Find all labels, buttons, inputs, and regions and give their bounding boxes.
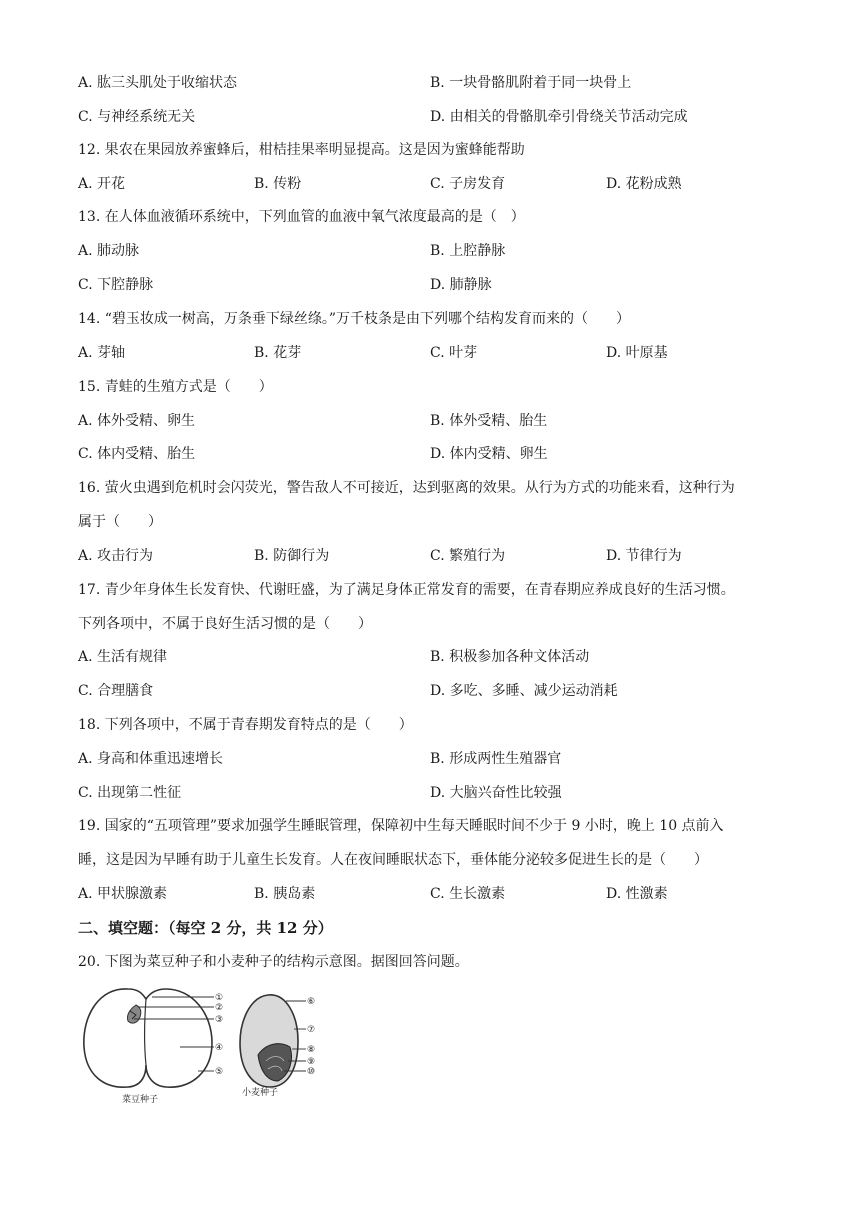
q14-option-b[interactable]: B. 花芽 (254, 345, 302, 361)
q19-stem-line-1: 19. 国家的“五项管理”要求加强学生睡眠管理，保障初中生每天睡眠时间不少于 9 小时，晚上 10 点前入 (78, 818, 724, 834)
q17-option-c[interactable]: C. 合理膳食 (78, 683, 154, 699)
q11-option-b[interactable]: B. 一块骨骼肌附着于同一块骨上 (430, 75, 632, 91)
q19-options (78, 883, 798, 905)
q12-option-d[interactable]: D. 花粉成熟 (606, 176, 682, 192)
seed-structure-figure (80, 985, 340, 1105)
wheat-seed-caption: 小麦种子 (242, 1088, 279, 1098)
q16-option-d[interactable]: D. 节律行为 (606, 548, 682, 564)
q19-option-a[interactable]: A. 甲状腺激素 (78, 886, 168, 902)
q13-option-d[interactable]: D. 肺静脉 (430, 277, 492, 293)
bean-seed-drawing (84, 989, 212, 1087)
q12-option-c[interactable]: C. 子房发育 (430, 176, 506, 192)
q13-options-row-1 (78, 240, 798, 262)
bean-label-3: ③ (215, 1015, 224, 1025)
q17-option-a[interactable]: A. 生活有规律 (78, 649, 168, 665)
q11-option-d[interactable]: D. 由相关的骨骼肌牵引骨绕关节活动完成 (430, 109, 688, 125)
bean-seed-caption: 菜豆种子 (122, 1095, 159, 1105)
q16-option-c[interactable]: C. 繁殖行为 (430, 548, 506, 564)
q13-option-c[interactable]: C. 下腔静脉 (78, 277, 154, 293)
wheat-label-9: ⑨ (307, 1057, 316, 1067)
q19-option-d[interactable]: D. 性激素 (606, 886, 668, 902)
wheat-label-7: ⑦ (307, 1025, 316, 1035)
q14-options (78, 342, 798, 364)
q15-option-a[interactable]: A. 体外受精、卵生 (78, 413, 196, 429)
q11-options-row-2 (78, 106, 798, 128)
q15-option-b[interactable]: B. 体外受精、胎生 (430, 413, 548, 429)
q14-option-d[interactable]: D. 叶原基 (606, 345, 668, 361)
q15-stem: 15. 青蛙的生殖方式是（ ） (78, 379, 273, 395)
q16-option-b[interactable]: B. 防御行为 (254, 548, 330, 564)
q17-stem-line-1: 17. 青少年身体生长发育快、代谢旺盛，为了满足身体正常发育的需要，在青春期应养成良好的生活习惯。 (78, 582, 735, 598)
q15-option-c[interactable]: C. 体内受精、胎生 (78, 446, 196, 462)
q18-options-row-1 (78, 748, 798, 770)
q12-option-a[interactable]: A. 开花 (78, 176, 126, 192)
bean-label-2: ② (215, 1003, 224, 1013)
q18-stem: 18. 下列各项中，不属于青春期发育特点的是（ ） (78, 717, 413, 733)
q13-option-a[interactable]: A. 肺动脉 (78, 243, 140, 259)
q18-option-a[interactable]: A. 身高和体重迅速增长 (78, 751, 224, 767)
q16-option-a[interactable]: A. 攻击行为 (78, 548, 154, 564)
q20-stem: 20. 下图为菜豆种子和小麦种子的结构示意图。据图回答问题。 (78, 954, 469, 970)
q12-options (78, 173, 798, 195)
q15-option-d[interactable]: D. 体内受精、卵生 (430, 446, 548, 462)
q11-option-a[interactable]: A. 肱三头肌处于收缩状态 (78, 75, 238, 91)
wheat-label-10: ⑩ (307, 1067, 316, 1077)
q17-option-b[interactable]: B. 积极参加各种文体活动 (430, 649, 590, 665)
wheat-label-6: ⑥ (307, 997, 316, 1007)
wheat-seed-drawing (240, 995, 298, 1087)
bean-label-5: ⑤ (215, 1067, 224, 1077)
seed-diagram-svg (80, 985, 340, 1105)
q12-stem: 12. 果农在果园放养蜜蜂后，柑桔挂果率明显提高。这是因为蜜蜂能帮助 (78, 142, 525, 158)
q18-option-c[interactable]: C. 出现第二性征 (78, 785, 182, 801)
q18-option-b[interactable]: B. 形成两性生殖器官 (430, 751, 562, 767)
q17-options-row-1 (78, 646, 798, 668)
q19-option-b[interactable]: B. 胰岛素 (254, 886, 316, 902)
q14-stem: 14. “碧玉妆成一树高，万条垂下绿丝绦。”万千枝条是由下列哪个结构发育而来的（ ） (78, 311, 631, 327)
q13-options-row-2 (78, 274, 798, 296)
q14-option-a[interactable]: A. 芽轴 (78, 345, 126, 361)
bean-label-4: ④ (215, 1043, 224, 1053)
q18-options-row-2 (78, 782, 798, 804)
q16-options (78, 545, 798, 567)
bean-label-1: ① (215, 993, 224, 1003)
q15-options-row-1 (78, 410, 798, 432)
q11-option-c[interactable]: C. 与神经系统无关 (78, 109, 196, 125)
q15-options-row-2 (78, 443, 798, 465)
q19-option-c[interactable]: C. 生长激素 (430, 886, 506, 902)
q13-stem: 13. 在人体血液循环系统中，下列血管的血液中氧气浓度最高的是（ ） (78, 209, 525, 225)
section-heading: 二、填空题：（每空 2 分，共 12 分） (78, 919, 333, 937)
q19-stem-line-2: 睡，这是因为早睡有助于儿童生长发育。人在夜间睡眠状态下，垂体能分泌较多促进生长的是（ ） (78, 852, 708, 868)
q16-stem-line-1: 16. 萤火虫遇到危机时会闪荧光，警告敌人不可接近，达到驱离的效果。从行为方式的功能来看，这种行为 (78, 480, 735, 496)
q17-options-row-2 (78, 680, 798, 702)
q12-option-b[interactable]: B. 传粉 (254, 176, 302, 192)
q18-option-d[interactable]: D. 大脑兴奋性比较强 (430, 785, 562, 801)
q17-stem-line-2: 下列各项中，不属于良好生活习惯的是（ ） (78, 616, 372, 632)
q16-stem-line-2: 属于（ ） (78, 514, 162, 530)
q11-options-row-1 (78, 72, 798, 94)
q17-option-d[interactable]: D. 多吃、多睡、减少运动消耗 (430, 683, 618, 699)
wheat-label-8: ⑧ (307, 1045, 316, 1055)
q13-option-b[interactable]: B. 上腔静脉 (430, 243, 506, 259)
q14-option-c[interactable]: C. 叶芽 (430, 345, 478, 361)
